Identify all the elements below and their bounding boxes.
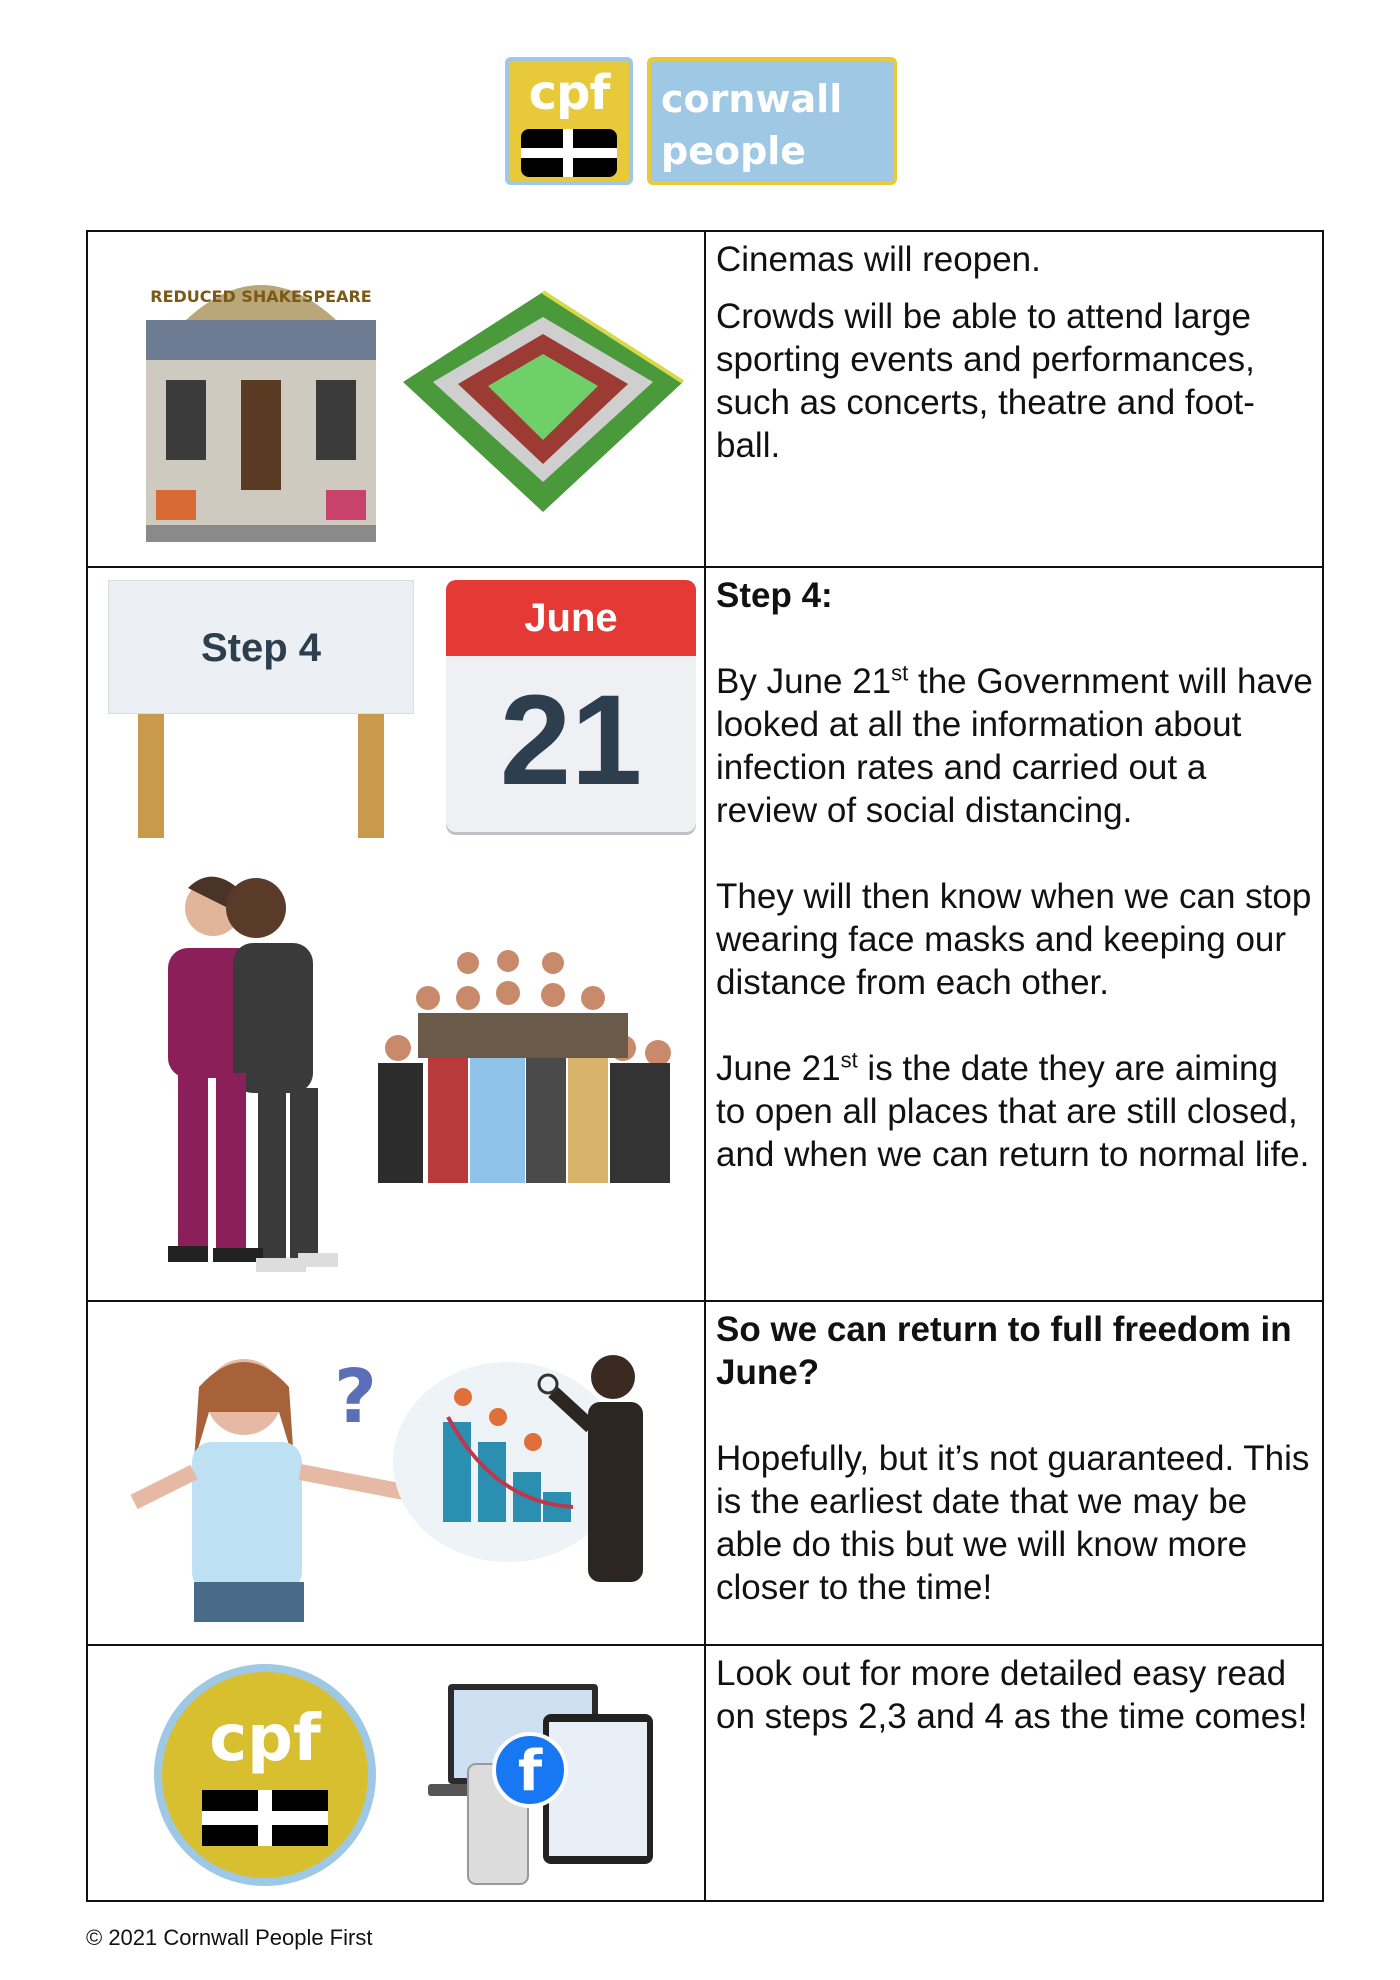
row-heading: So we can return to full freedom in June?	[716, 1310, 1292, 1392]
infection-chart-icon	[393, 1332, 693, 1622]
confused-person-icon	[124, 1342, 424, 1632]
copyright-footer: © 2021 Cornwall People First	[86, 1925, 373, 1950]
calendar-day: 21	[499, 669, 643, 812]
social-devices-icon	[428, 1674, 658, 1904]
paragraph: They will then know when we can stop wearing face masks and keeping our distance from each other.	[716, 877, 1312, 1002]
question-mark: ?	[334, 1354, 377, 1440]
step-sign-label: Step 4	[108, 580, 414, 714]
people-hugging-icon	[138, 868, 358, 1288]
calendar-month: June	[446, 580, 696, 656]
row-heading: Step 4:	[716, 576, 833, 615]
cpf-logo-box	[505, 57, 633, 185]
row-text	[708, 1302, 1322, 1644]
row-text	[708, 1646, 1322, 1902]
row-text	[708, 568, 1322, 1300]
paragraph: Look out for more detailed easy read on steps 2,3 and 4 as the time comes!	[716, 1654, 1308, 1736]
row-text	[708, 232, 1322, 566]
paragraph: Cinemas will reopen.	[716, 240, 1041, 279]
paragraph: Crowds will be able to attend large sporting events and performances, such as concerts, theatre and foot-ball.	[716, 297, 1255, 465]
cornish-flag-icon	[521, 129, 617, 177]
header-logo	[505, 57, 897, 225]
theatre-building-icon	[146, 260, 386, 550]
row-images	[88, 232, 706, 566]
table-row	[88, 1646, 1322, 1902]
cpf-circle-text: cpf	[209, 1702, 321, 1776]
paragraph: By June 21st the Government will have looked at all the information about infection rates and carried out a review of social distancing.	[716, 660, 1313, 830]
paragraph: Hopefully, but it’s not guaranteed. This is the earliest date that we may be able do this but we will know more closer to the time!	[716, 1439, 1310, 1607]
theatre-sign-text: REDUCED SHAKESPEARE	[150, 287, 372, 306]
football-stadium-icon	[393, 282, 693, 532]
logo-short-text: cpf	[528, 65, 610, 121]
step-sign-icon	[108, 580, 414, 838]
paragraph: June 21st is the date they are aiming to open all places that are still closed, and when we can return to normal life.	[716, 1047, 1310, 1174]
table-row	[88, 568, 1322, 1302]
table-row	[88, 232, 1322, 568]
facebook-letter: f	[517, 1739, 543, 1804]
logo-name-box	[647, 57, 897, 225]
logo-line-2: people first	[661, 129, 807, 225]
logo-line-1: cornwall	[661, 77, 843, 121]
row-images	[88, 568, 706, 1300]
row-images	[88, 1302, 706, 1644]
calendar-icon	[446, 580, 696, 832]
crowd-of-people-icon	[358, 943, 688, 1193]
content-table	[86, 230, 1324, 1902]
table-row	[88, 1302, 1322, 1646]
row-images	[88, 1646, 706, 1902]
cpf-circle-logo-icon	[154, 1664, 376, 1886]
